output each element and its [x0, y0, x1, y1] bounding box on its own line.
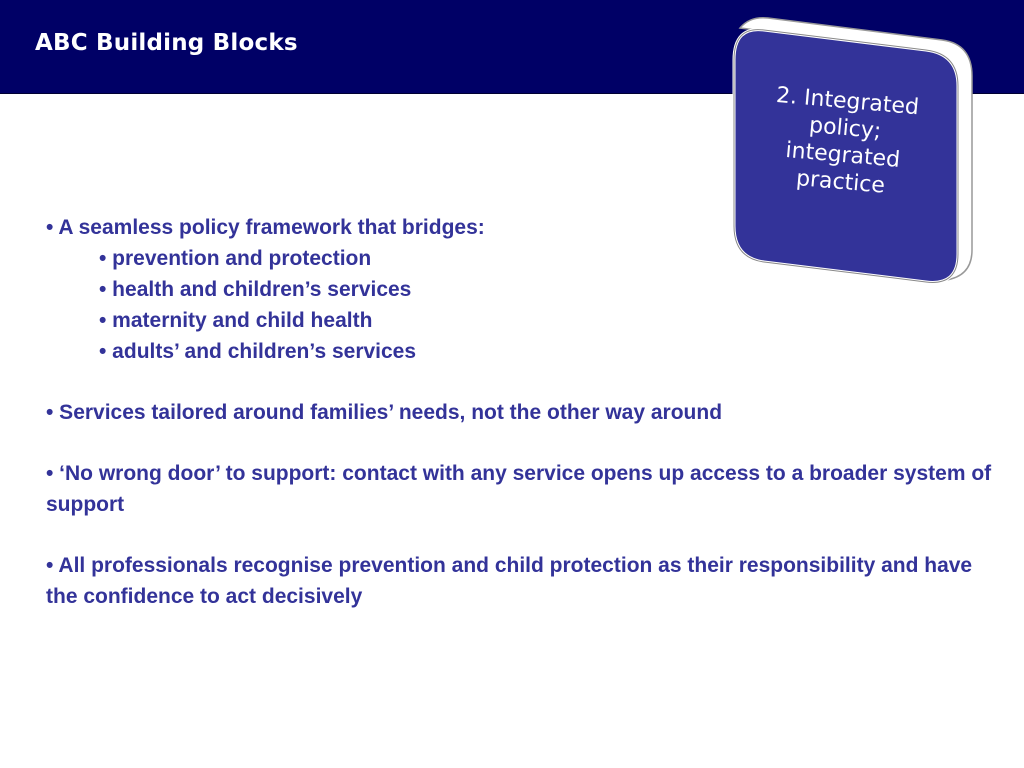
sub-bullet: • adults’ and children’s services: [99, 340, 417, 363]
building-block-label: [732, 79, 957, 205]
spacer: [46, 520, 996, 550]
bullet-professionals: • All professionals recognise prevention and child protection as their responsibility and have the confidence to act decisively: [46, 554, 973, 608]
bullet-policy-framework: • A seamless policy framework that bridges:: [46, 216, 485, 239]
bullet-list: [46, 212, 996, 612]
sub-bullet: • prevention and protection: [99, 247, 372, 270]
bullet-services-tailored: • Services tailored around families’ needs, not the other way around: [46, 401, 723, 424]
bullet-no-wrong-door: • ‘No wrong door’ to support: contact with any service opens up access to a broader system of support: [46, 462, 992, 516]
sub-bullet: • maternity and child health: [99, 309, 373, 332]
spacer: [46, 367, 996, 397]
sub-bullet: • health and children’s services: [99, 278, 412, 301]
block-label-line: integrated: [784, 137, 902, 173]
spacer: [46, 428, 996, 458]
block-label-line: policy;: [808, 112, 883, 145]
slide-title: ABC Building Blocks: [35, 30, 298, 56]
block-label-line: 2. Integrated: [775, 82, 920, 121]
block-label-line: practice: [795, 166, 886, 199]
